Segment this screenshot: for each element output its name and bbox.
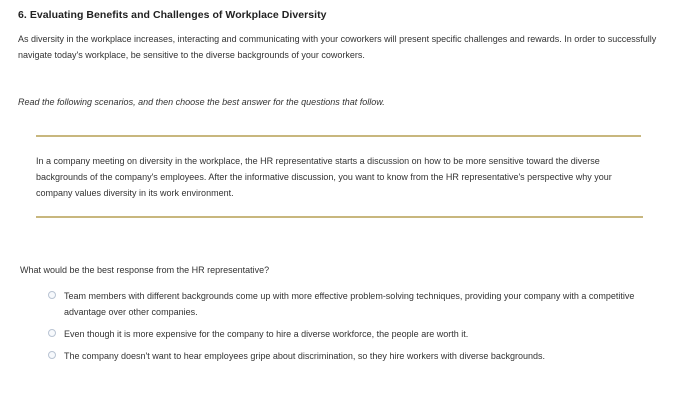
radio-button-3[interactable] (48, 351, 56, 359)
intro-paragraph: As diversity in the workplace increases, interacting and communicating with your coworkers will present specific challenges and rewards. In order to successfully navigate today's workplace, be sensitive to the diverse backgrounds of your coworkers. (18, 34, 657, 60)
answer-option-3[interactable] (48, 348, 668, 364)
answer-option-2-label: Even though it is more expensive for the company to hire a diverse workforce, the people are worth it. (64, 329, 469, 339)
answer-option-2[interactable] (48, 326, 668, 342)
scenario-bottom-divider (36, 216, 643, 218)
answer-options (48, 288, 668, 370)
scenario-top-divider (36, 135, 641, 137)
radio-button-1[interactable] (48, 291, 56, 299)
answer-option-1-label: Team members with different backgrounds come up with more effective problem-solving techniques, providing your company with a competitive advantage over other companies. (64, 291, 635, 317)
answer-option-1[interactable] (48, 288, 668, 320)
scenario-text: In a company meeting on diversity in the workplace, the HR representative starts a discussion on how to be more sensitive toward the diverse backgrounds of the company's employees. After the informative discussion, you want to know from the HR representative's perspective why your company values diversity in its work environment. (36, 156, 612, 198)
section-title: 6. Evaluating Benefits and Challenges of Workplace Diversity (18, 9, 327, 21)
instruction-text: Read the following scenarios, and then choose the best answer for the questions that follow. (18, 97, 385, 107)
answer-option-3-label: The company doesn't want to hear employees gripe about discrimination, so they hire workers with diverse backgrounds. (64, 351, 545, 361)
radio-button-2[interactable] (48, 329, 56, 337)
question-prompt: What would be the best response from the HR representative? (20, 265, 270, 275)
